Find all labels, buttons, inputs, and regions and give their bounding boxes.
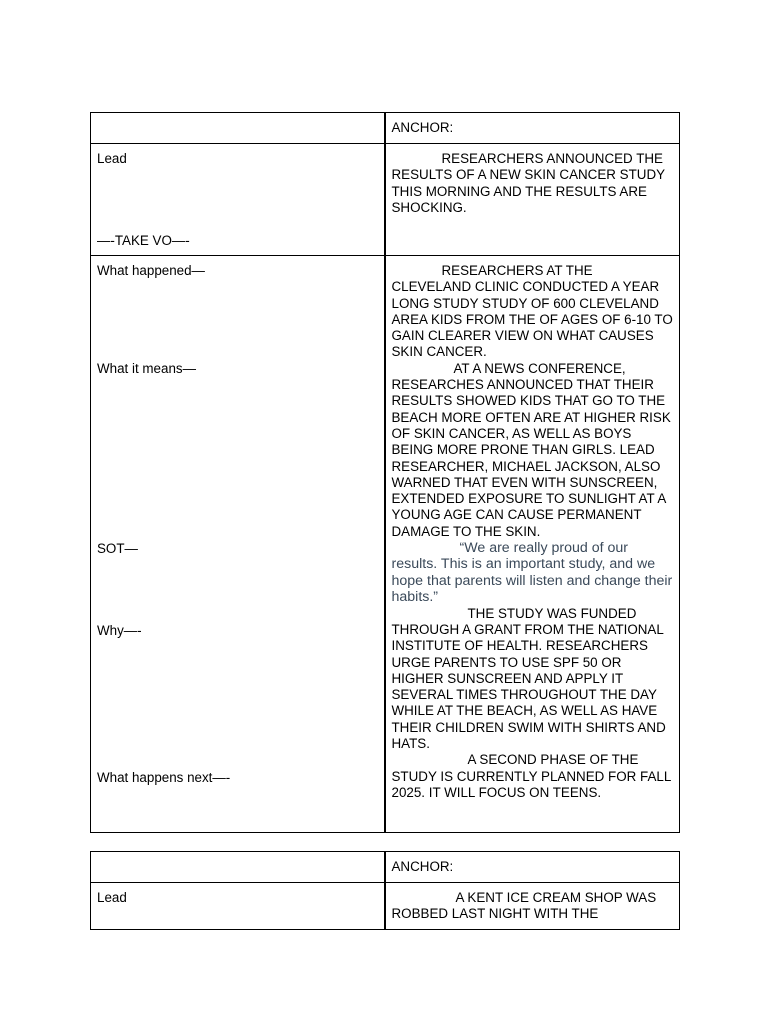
header-left-cell (91, 852, 385, 883)
lead-paragraph: A KENT ICE CREAM SHOP WAS ROBBED LAST NIGHT WITH THE (391, 890, 657, 922)
script-table-story-2 (90, 851, 680, 930)
header-right-cell (385, 113, 680, 144)
sot-label: SOT— (97, 541, 138, 556)
anchor-label: ANCHOR: (391, 859, 454, 874)
body-text-cell (385, 256, 680, 833)
lead-text-cell (385, 883, 680, 930)
why-label: Why—- (97, 623, 142, 638)
why-paragraph: THE STUDY WAS FUNDED THROUGH A GRANT FROM THE NATIONAL INSTITUTE OF HEALTH. RESEARCHERS URGE PARENTS TO USE SPF 50 OR HIGHER SUNSCREEN AND APPLY IT SEVERAL TIMES THROUGHOUT THE DAY WHILE AT THE BEACH, AS WELL AS HAVE THEIR CHILDREN SWIM WITH SHIRTS AND HATS. (391, 605, 666, 752)
lead-row (91, 883, 680, 930)
what-it-means-paragraph: AT A NEWS CONFERENCE, RESEARCHES ANNOUNCED THAT THEIR RESULTS SHOWED KIDS THAT GO TO THE BEACH MORE OFTEN ARE AT HIGHER RISK OF SKIN CANCER, AS WELL AS BOYS BEING MORE PRONE THAN GIRLS. LEAD RESEARCHER, MICHAEL JACKSON, ALSO WARNED THAT EVEN WITH SUNSCREEN, EXTENDED EXPOSURE TO SUNLIGHT AT A YOUNG AGE CAN CAUSE PERMANENT DAMAGE TO THE SKIN. (391, 360, 671, 539)
body-row (91, 256, 680, 833)
script-table-story-1 (90, 112, 680, 833)
anchor-label: ANCHOR: (391, 120, 454, 135)
what-happens-next-label: What happens next—- (97, 770, 231, 785)
what-happened-paragraph: RESEARCHERS AT THE CLEVELAND CLINIC CONDUCTED A YEAR LONG STUDY STUDY OF 600 CLEVELAND AREA KIDS FROM THE OF AGES OF 6-10 TO GAIN CLEARER VIEW ON WHAT CAUSES SKIN CANCER. (391, 263, 673, 360)
lead-text-cell (385, 144, 680, 256)
what-it-means-label: What it means— (97, 361, 196, 376)
header-right-cell (385, 852, 680, 883)
header-row (91, 113, 680, 144)
lead-row (91, 144, 680, 256)
take-vo-cue: —-TAKE VO—- (97, 233, 190, 248)
lead-label-cell (91, 144, 385, 256)
sot-quote: “We are really proud of our results. This is an important study, and we hope that parents will listen and change their habits.” (391, 540, 673, 606)
lead-label-cell (91, 883, 385, 930)
what-happens-next-paragraph: A SECOND PHASE OF THE STUDY IS CURRENTLY PLANNED FOR FALL 2025. IT WILL FOCUS ON TEENS. (391, 752, 671, 800)
header-row (91, 852, 680, 883)
lead-label: Lead (97, 151, 127, 166)
lead-paragraph: RESEARCHERS ANNOUNCED THE RESULTS OF A NEW SKIN CANCER STUDY THIS MORNING AND THE RESULTS ARE SHOCKING. (391, 151, 665, 215)
header-left-cell (91, 113, 385, 144)
what-happened-label: What happened— (97, 263, 205, 278)
body-label-cell (91, 256, 385, 833)
lead-label: Lead (97, 890, 127, 905)
